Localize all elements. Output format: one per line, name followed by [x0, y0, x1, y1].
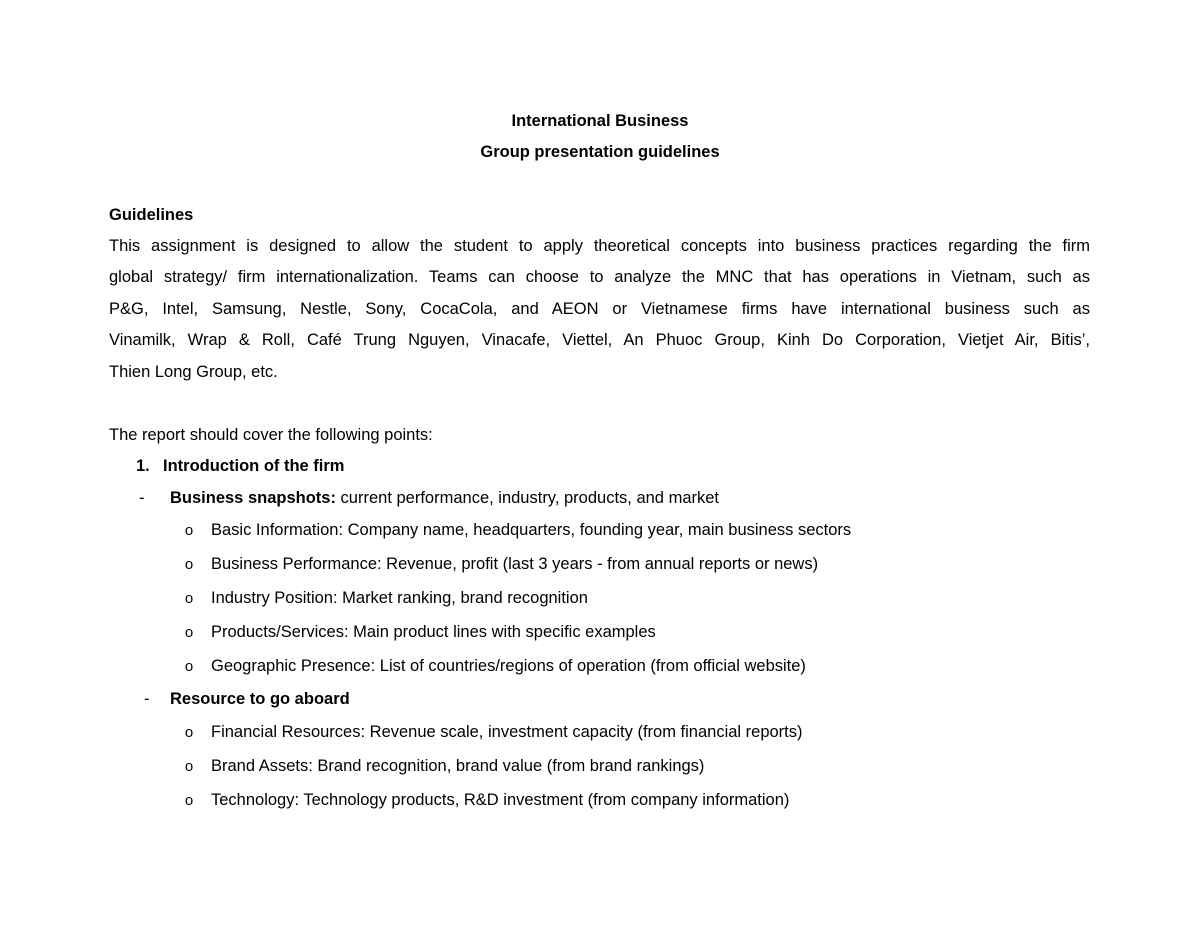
circle-bullet: o: [184, 724, 194, 741]
section-number: 1.: [136, 457, 150, 475]
dash-bullet: -: [144, 690, 150, 708]
document-subtitle: Group presentation guidelines: [480, 143, 720, 161]
circle-bullet: o: [184, 556, 194, 573]
circle-bullet: o: [184, 522, 194, 539]
document-title: International Business: [511, 112, 689, 130]
paragraph-text: global strategy/ firm internationalization. Teams can choose to analyze the MNC that has operations in Vietnam, such as: [109, 268, 1090, 286]
resources-heading: Resource to go aboard: [170, 690, 350, 708]
list-item: Business Performance: Revenue, profit (last 3 years - from annual reports or news): [211, 555, 819, 573]
snapshots-text: current performance, industry, products, and market: [335, 489, 719, 507]
snapshots-label: Business snapshots:: [170, 489, 336, 507]
guidelines-heading: Guidelines: [109, 206, 194, 224]
list-item: Financial Resources: Revenue scale, investment capacity (from financial reports): [211, 723, 803, 741]
guidelines-paragraph-line: Thien Long Group, etc.: [109, 363, 278, 381]
paragraph-text: P&G, Intel, Samsung, Nestle, Sony, CocaCola, and AEON or Vietnamese firms have international business such as: [109, 300, 1090, 318]
dash-bullet: -: [139, 489, 145, 507]
report-intro: The report should cover the following points:: [109, 426, 433, 444]
section-title: Introduction of the firm: [163, 457, 345, 475]
list-item: Technology: Technology products, R&D investment (from company information): [211, 791, 790, 809]
guidelines-paragraph-line: [109, 330, 1090, 350]
circle-bullet: o: [184, 758, 194, 775]
list-item: Industry Position: Market ranking, brand recognition: [211, 589, 588, 607]
paragraph-text: Vinamilk, Wrap & Roll, Café Trung Nguyen, Vinacafe, Viettel, An Phuoc Group, Kinh Do Corporation, Vietjet Air, Bitis’,: [109, 331, 1090, 349]
paragraph-text: This assignment is designed to allow the student to apply theoretical concepts into business practices regarding the firm: [109, 237, 1090, 255]
circle-bullet: o: [184, 658, 194, 675]
snapshots-line: [170, 488, 719, 508]
guidelines-paragraph-line: [109, 299, 1090, 319]
list-item: Products/Services: Main product lines with specific examples: [211, 623, 656, 641]
circle-bullet: o: [184, 792, 194, 809]
guidelines-paragraph-line: [109, 267, 1090, 287]
circle-bullet: o: [184, 590, 194, 607]
guidelines-paragraph-line: [109, 236, 1090, 256]
list-item: Geographic Presence: List of countries/regions of operation (from official website): [211, 657, 806, 675]
list-item: Brand Assets: Brand recognition, brand value (from brand rankings): [211, 757, 705, 775]
list-item: Basic Information: Company name, headquarters, founding year, main business sectors: [211, 521, 852, 539]
circle-bullet: o: [184, 624, 194, 641]
